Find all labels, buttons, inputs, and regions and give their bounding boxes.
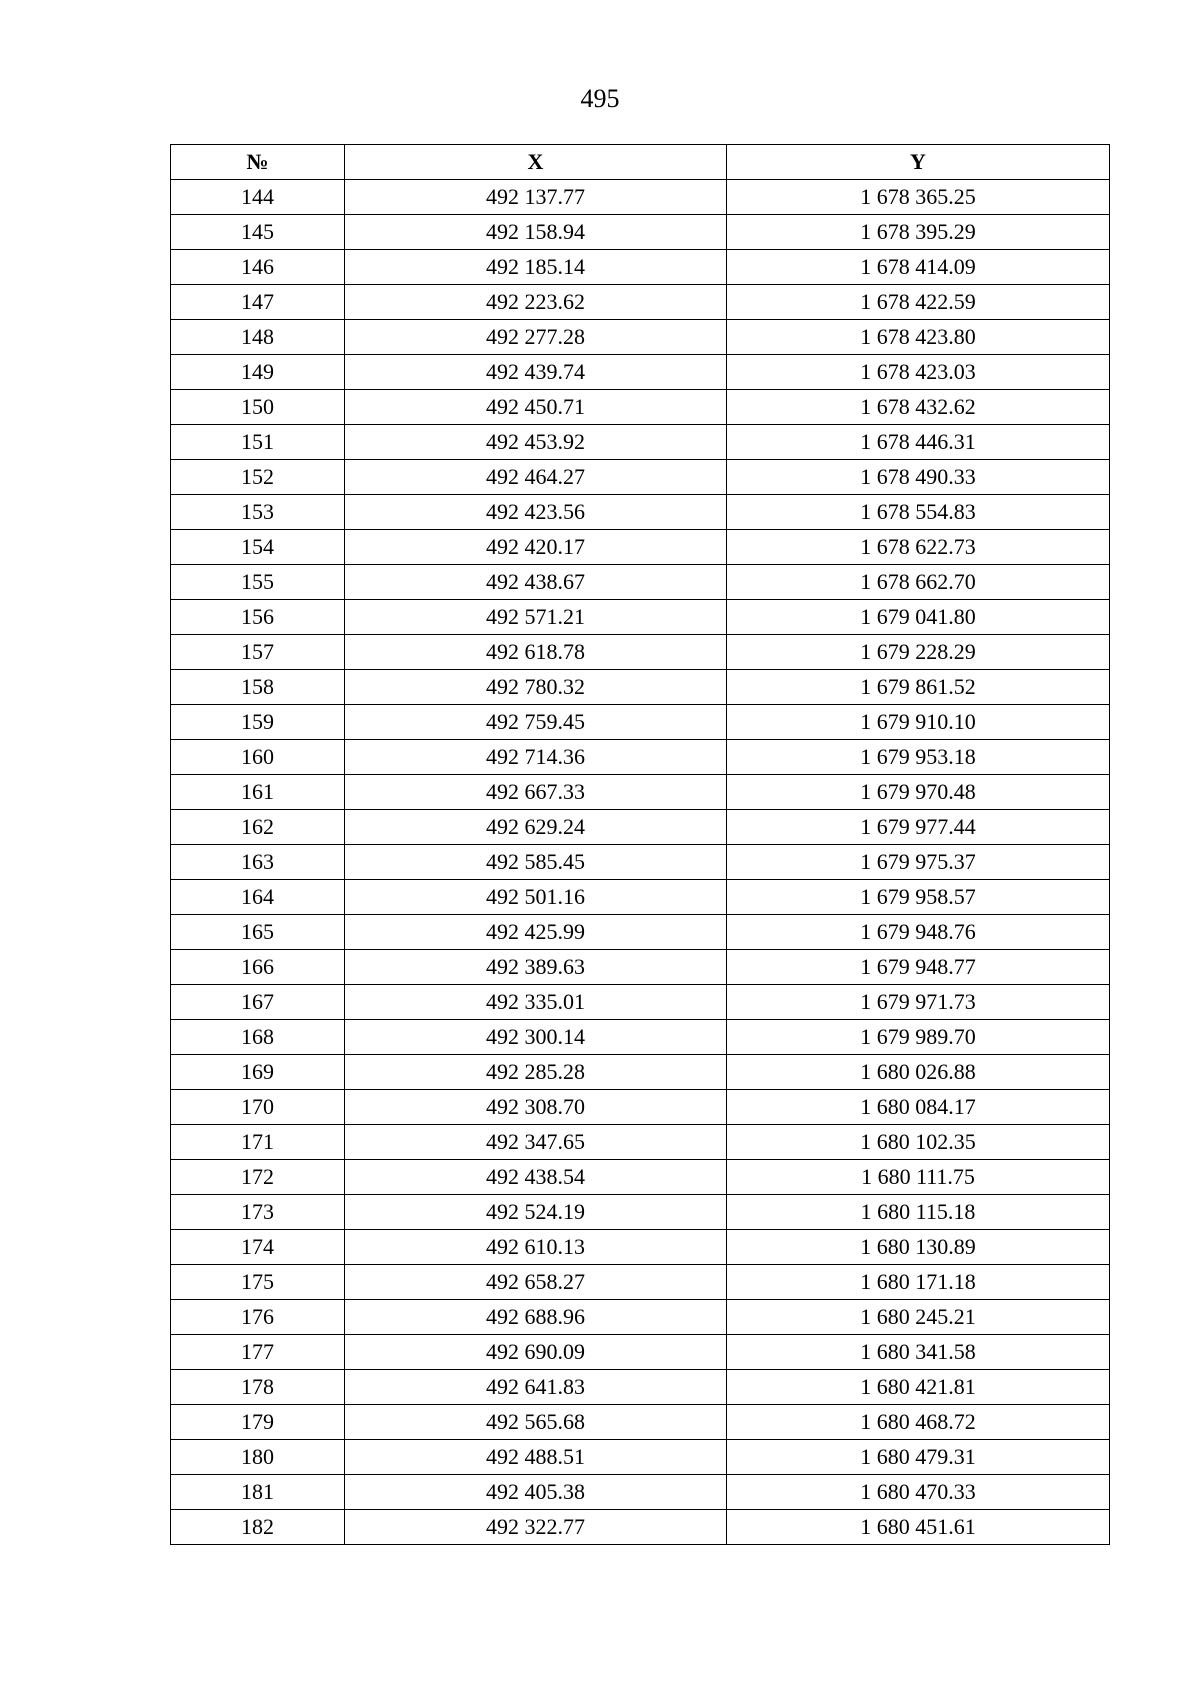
cell-x: 492 335.01 — [345, 985, 727, 1020]
table-row — [171, 950, 1110, 985]
cell-number: 160 — [171, 740, 345, 775]
cell-number: 167 — [171, 985, 345, 1020]
cell-number: 156 — [171, 600, 345, 635]
table-row — [171, 635, 1110, 670]
cell-y: 1 678 395.29 — [727, 215, 1110, 250]
cell-x: 492 322.77 — [345, 1510, 727, 1545]
cell-number: 144 — [171, 180, 345, 215]
cell-x: 492 347.65 — [345, 1125, 727, 1160]
cell-y: 1 678 622.73 — [727, 530, 1110, 565]
cell-y: 1 679 228.29 — [727, 635, 1110, 670]
cell-number: 148 — [171, 320, 345, 355]
table-row — [171, 1160, 1110, 1195]
cell-number: 168 — [171, 1020, 345, 1055]
cell-number: 150 — [171, 390, 345, 425]
cell-x: 492 308.70 — [345, 1090, 727, 1125]
table-row — [171, 1300, 1110, 1335]
cell-number: 170 — [171, 1090, 345, 1125]
cell-x: 492 629.24 — [345, 810, 727, 845]
table-row — [171, 1405, 1110, 1440]
table-row — [171, 390, 1110, 425]
table-row — [171, 180, 1110, 215]
table-row — [171, 495, 1110, 530]
cell-y: 1 679 948.76 — [727, 915, 1110, 950]
cell-number: 162 — [171, 810, 345, 845]
cell-x: 492 137.77 — [345, 180, 727, 215]
cell-number: 171 — [171, 1125, 345, 1160]
cell-number: 151 — [171, 425, 345, 460]
coordinates-table — [170, 144, 1110, 1545]
cell-x: 492 389.63 — [345, 950, 727, 985]
cell-y: 1 680 115.18 — [727, 1195, 1110, 1230]
table-row — [171, 1440, 1110, 1475]
cell-x: 492 565.68 — [345, 1405, 727, 1440]
cell-x: 492 438.67 — [345, 565, 727, 600]
cell-y: 1 679 041.80 — [727, 600, 1110, 635]
cell-y: 1 680 468.72 — [727, 1405, 1110, 1440]
cell-number: 175 — [171, 1265, 345, 1300]
cell-number: 152 — [171, 460, 345, 495]
cell-x: 492 780.32 — [345, 670, 727, 705]
cell-x: 492 223.62 — [345, 285, 727, 320]
header-number: № — [171, 145, 345, 180]
cell-y: 1 678 423.03 — [727, 355, 1110, 390]
cell-y: 1 678 414.09 — [727, 250, 1110, 285]
cell-number: 182 — [171, 1510, 345, 1545]
cell-y: 1 680 171.18 — [727, 1265, 1110, 1300]
cell-y: 1 678 432.62 — [727, 390, 1110, 425]
cell-x: 492 618.78 — [345, 635, 727, 670]
cell-x: 492 714.36 — [345, 740, 727, 775]
cell-x: 492 585.45 — [345, 845, 727, 880]
cell-y: 1 679 910.10 — [727, 705, 1110, 740]
cell-number: 169 — [171, 1055, 345, 1090]
cell-number: 147 — [171, 285, 345, 320]
cell-x: 492 688.96 — [345, 1300, 727, 1335]
cell-y: 1 680 451.61 — [727, 1510, 1110, 1545]
cell-number: 146 — [171, 250, 345, 285]
cell-number: 153 — [171, 495, 345, 530]
cell-x: 492 285.28 — [345, 1055, 727, 1090]
cell-y: 1 679 861.52 — [727, 670, 1110, 705]
cell-y: 1 680 341.58 — [727, 1335, 1110, 1370]
table-row — [171, 670, 1110, 705]
table-row — [171, 705, 1110, 740]
table-row — [171, 1265, 1110, 1300]
table-row — [171, 1230, 1110, 1265]
table-row — [171, 355, 1110, 390]
cell-x: 492 423.56 — [345, 495, 727, 530]
cell-x: 492 439.74 — [345, 355, 727, 390]
cell-number: 178 — [171, 1370, 345, 1405]
cell-y: 1 680 102.35 — [727, 1125, 1110, 1160]
cell-y: 1 678 554.83 — [727, 495, 1110, 530]
table-row — [171, 1125, 1110, 1160]
table-header — [171, 145, 1110, 180]
table-row — [171, 985, 1110, 1020]
table-row — [171, 1195, 1110, 1230]
cell-number: 145 — [171, 215, 345, 250]
cell-y: 1 678 662.70 — [727, 565, 1110, 600]
table-row — [171, 460, 1110, 495]
cell-x: 492 759.45 — [345, 705, 727, 740]
header-y: Y — [727, 145, 1110, 180]
cell-y: 1 679 971.73 — [727, 985, 1110, 1020]
cell-number: 158 — [171, 670, 345, 705]
cell-y: 1 680 111.75 — [727, 1160, 1110, 1195]
cell-number: 172 — [171, 1160, 345, 1195]
cell-number: 159 — [171, 705, 345, 740]
table-row — [171, 1020, 1110, 1055]
cell-number: 154 — [171, 530, 345, 565]
cell-number: 164 — [171, 880, 345, 915]
cell-number: 149 — [171, 355, 345, 390]
cell-y: 1 680 130.89 — [727, 1230, 1110, 1265]
cell-y: 1 678 446.31 — [727, 425, 1110, 460]
cell-y: 1 679 948.77 — [727, 950, 1110, 985]
cell-x: 492 464.27 — [345, 460, 727, 495]
cell-y: 1 678 490.33 — [727, 460, 1110, 495]
cell-x: 492 438.54 — [345, 1160, 727, 1195]
cell-y: 1 679 970.48 — [727, 775, 1110, 810]
cell-y: 1 679 958.57 — [727, 880, 1110, 915]
cell-y: 1 678 423.80 — [727, 320, 1110, 355]
table-row — [171, 285, 1110, 320]
cell-number: 155 — [171, 565, 345, 600]
cell-y: 1 679 977.44 — [727, 810, 1110, 845]
table-row — [171, 1510, 1110, 1545]
cell-number: 174 — [171, 1230, 345, 1265]
table-row — [171, 880, 1110, 915]
table-row — [171, 775, 1110, 810]
cell-y: 1 680 421.81 — [727, 1370, 1110, 1405]
page-number: 495 — [580, 84, 620, 113]
cell-number: 179 — [171, 1405, 345, 1440]
cell-y: 1 680 479.31 — [727, 1440, 1110, 1475]
cell-x: 492 185.14 — [345, 250, 727, 285]
cell-x: 492 610.13 — [345, 1230, 727, 1265]
cell-y: 1 680 245.21 — [727, 1300, 1110, 1335]
cell-x: 492 300.14 — [345, 1020, 727, 1055]
cell-number: 173 — [171, 1195, 345, 1230]
table-row — [171, 740, 1110, 775]
cell-number: 177 — [171, 1335, 345, 1370]
table-row — [171, 600, 1110, 635]
table-body — [171, 180, 1110, 1545]
cell-y: 1 680 084.17 — [727, 1090, 1110, 1125]
cell-x: 492 658.27 — [345, 1265, 727, 1300]
cell-x: 492 488.51 — [345, 1440, 727, 1475]
cell-x: 492 690.09 — [345, 1335, 727, 1370]
table-row — [171, 565, 1110, 600]
cell-x: 492 641.83 — [345, 1370, 727, 1405]
table-row — [171, 1055, 1110, 1090]
table-row — [171, 1475, 1110, 1510]
cell-x: 492 425.99 — [345, 915, 727, 950]
cell-number: 176 — [171, 1300, 345, 1335]
cell-x: 492 158.94 — [345, 215, 727, 250]
table-row — [171, 1335, 1110, 1370]
table-row — [171, 845, 1110, 880]
table-row — [171, 810, 1110, 845]
cell-x: 492 420.17 — [345, 530, 727, 565]
cell-x: 492 405.38 — [345, 1475, 727, 1510]
cell-x: 492 450.71 — [345, 390, 727, 425]
cell-number: 157 — [171, 635, 345, 670]
table-row — [171, 250, 1110, 285]
table-row — [171, 425, 1110, 460]
cell-number: 166 — [171, 950, 345, 985]
cell-x: 492 524.19 — [345, 1195, 727, 1230]
cell-y: 1 679 975.37 — [727, 845, 1110, 880]
cell-y: 1 678 422.59 — [727, 285, 1110, 320]
cell-number: 161 — [171, 775, 345, 810]
cell-y: 1 680 470.33 — [727, 1475, 1110, 1510]
cell-number: 165 — [171, 915, 345, 950]
cell-x: 492 453.92 — [345, 425, 727, 460]
table-row — [171, 1090, 1110, 1125]
table-row — [171, 915, 1110, 950]
table-row — [171, 530, 1110, 565]
cell-x: 492 501.16 — [345, 880, 727, 915]
cell-y: 1 678 365.25 — [727, 180, 1110, 215]
table-row — [171, 1370, 1110, 1405]
header-x: X — [345, 145, 727, 180]
cell-number: 163 — [171, 845, 345, 880]
cell-x: 492 277.28 — [345, 320, 727, 355]
header-row — [171, 145, 1110, 180]
cell-number: 181 — [171, 1475, 345, 1510]
cell-y: 1 679 953.18 — [727, 740, 1110, 775]
cell-number: 180 — [171, 1440, 345, 1475]
table-row — [171, 215, 1110, 250]
cell-y: 1 680 026.88 — [727, 1055, 1110, 1090]
table-row — [171, 320, 1110, 355]
cell-y: 1 679 989.70 — [727, 1020, 1110, 1055]
cell-x: 492 667.33 — [345, 775, 727, 810]
cell-x: 492 571.21 — [345, 600, 727, 635]
